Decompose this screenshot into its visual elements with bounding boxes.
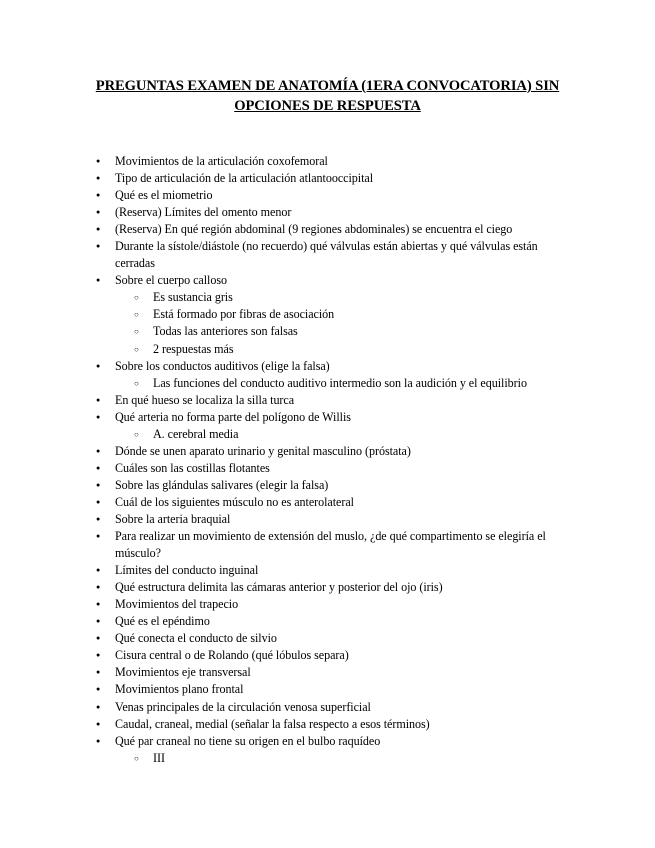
question-text: Qué estructura delimita las cámaras anterior y posterior del ojo (iris)	[115, 580, 443, 595]
answer-option: ○ Está formado por fibras de asociación	[115, 306, 579, 323]
question-item	[0, 562, 655, 579]
question-text: (Reserva) En qué región abdominal (9 regiones abdominales) se encuentra el ciego	[115, 222, 513, 237]
question-item	[0, 647, 655, 664]
question-item	[0, 443, 655, 460]
question-text: Sobre las glándulas salivares (elegir la falsa)	[115, 477, 329, 492]
question-item	[0, 358, 655, 392]
question-text: Sobre el cuerpo calloso	[115, 273, 228, 288]
question-item	[0, 272, 655, 357]
answer-option-list	[115, 426, 579, 443]
question-item	[0, 699, 655, 716]
question-item	[0, 238, 655, 272]
question-text: Cisura central o de Rolando (qué lóbulos separa)	[115, 648, 349, 663]
question-item	[0, 528, 655, 562]
question-item	[0, 392, 655, 409]
document-title	[60, 76, 595, 116]
question-item	[0, 733, 655, 767]
question-list	[0, 153, 655, 767]
question-item	[0, 681, 655, 698]
question-item	[0, 460, 655, 477]
question-text: (Reserva) Límites del omento menor	[115, 205, 292, 220]
question-text: Cuáles son las costillas flotantes	[115, 460, 270, 475]
question-text: Qué es el epéndimo	[115, 614, 210, 629]
question-text: Para realizar un movimiento de extensión del muslo, ¿de qué compartimento se elegiría el músculo?	[115, 529, 546, 561]
question-item	[0, 716, 655, 733]
question-text: Qué conecta el conducto de silvio	[115, 631, 277, 646]
question-text: Venas principales de la circulación venosa superficial	[115, 699, 371, 714]
question-text: Qué arteria no forma parte del polígono de Willis	[115, 409, 351, 424]
question-text: Qué es el miometrio	[115, 188, 213, 203]
question-text: Movimientos plano frontal	[115, 682, 244, 697]
answer-option: ○ A. cerebral media	[115, 426, 579, 443]
answer-option: ○ Las funciones del conducto auditivo intermedio son la audición y el equilibrio	[115, 375, 579, 392]
question-text: Movimientos de la articulación coxofemoral	[115, 154, 328, 168]
answer-option: ○ Es sustancia gris	[115, 289, 579, 306]
question-item	[0, 409, 655, 443]
answer-option-list	[115, 289, 579, 357]
question-text: Dónde se unen aparato urinario y genital masculino (próstata)	[115, 443, 411, 458]
question-item	[0, 511, 655, 528]
question-text: Caudal, craneal, medial (señalar la falsa respecto a esos términos)	[115, 716, 430, 731]
question-text: Tipo de articulación de la articulación atlantooccipital	[115, 171, 374, 186]
question-item	[0, 494, 655, 511]
answer-option-list	[115, 375, 579, 392]
answer-option: ○ Todas las anteriores son falsas	[115, 323, 579, 340]
question-item	[0, 187, 655, 204]
title-line-1: PREGUNTAS EXAMEN DE ANATOMÍA (1ERA CONVOCATORIA) SIN	[95, 78, 560, 94]
question-item	[0, 613, 655, 630]
question-text: Qué par craneal no tiene su origen en el bulbo raquídeo	[115, 733, 381, 748]
question-item	[0, 153, 655, 170]
question-item	[0, 579, 655, 596]
question-text: Movimientos del trapecio	[115, 597, 239, 612]
question-item	[0, 596, 655, 613]
question-item	[0, 170, 655, 187]
answer-option: ○ 2 respuestas más	[115, 341, 579, 358]
question-item	[0, 477, 655, 494]
question-item	[0, 221, 655, 238]
answer-option-list	[115, 750, 579, 767]
question-text: Durante la sístole/diástole (no recuerdo) qué válvulas están abiertas y qué válvulas están cerradas	[115, 239, 538, 271]
question-text: En qué hueso se localiza la silla turca	[115, 392, 295, 407]
question-text: Límites del conducto inguinal	[115, 563, 259, 578]
question-item	[0, 664, 655, 681]
answer-option: ○ III	[115, 750, 579, 767]
question-item	[0, 630, 655, 647]
question-text: Sobre la arteria braquial	[115, 511, 231, 526]
question-text: Cuál de los siguientes músculo no es anterolateral	[115, 494, 354, 509]
title-line-2: OPCIONES DE RESPUESTA	[234, 98, 421, 114]
question-text: Movimientos eje transversal	[115, 665, 251, 680]
question-text: Sobre los conductos auditivos (elige la falsa)	[115, 358, 330, 373]
question-item	[0, 204, 655, 221]
